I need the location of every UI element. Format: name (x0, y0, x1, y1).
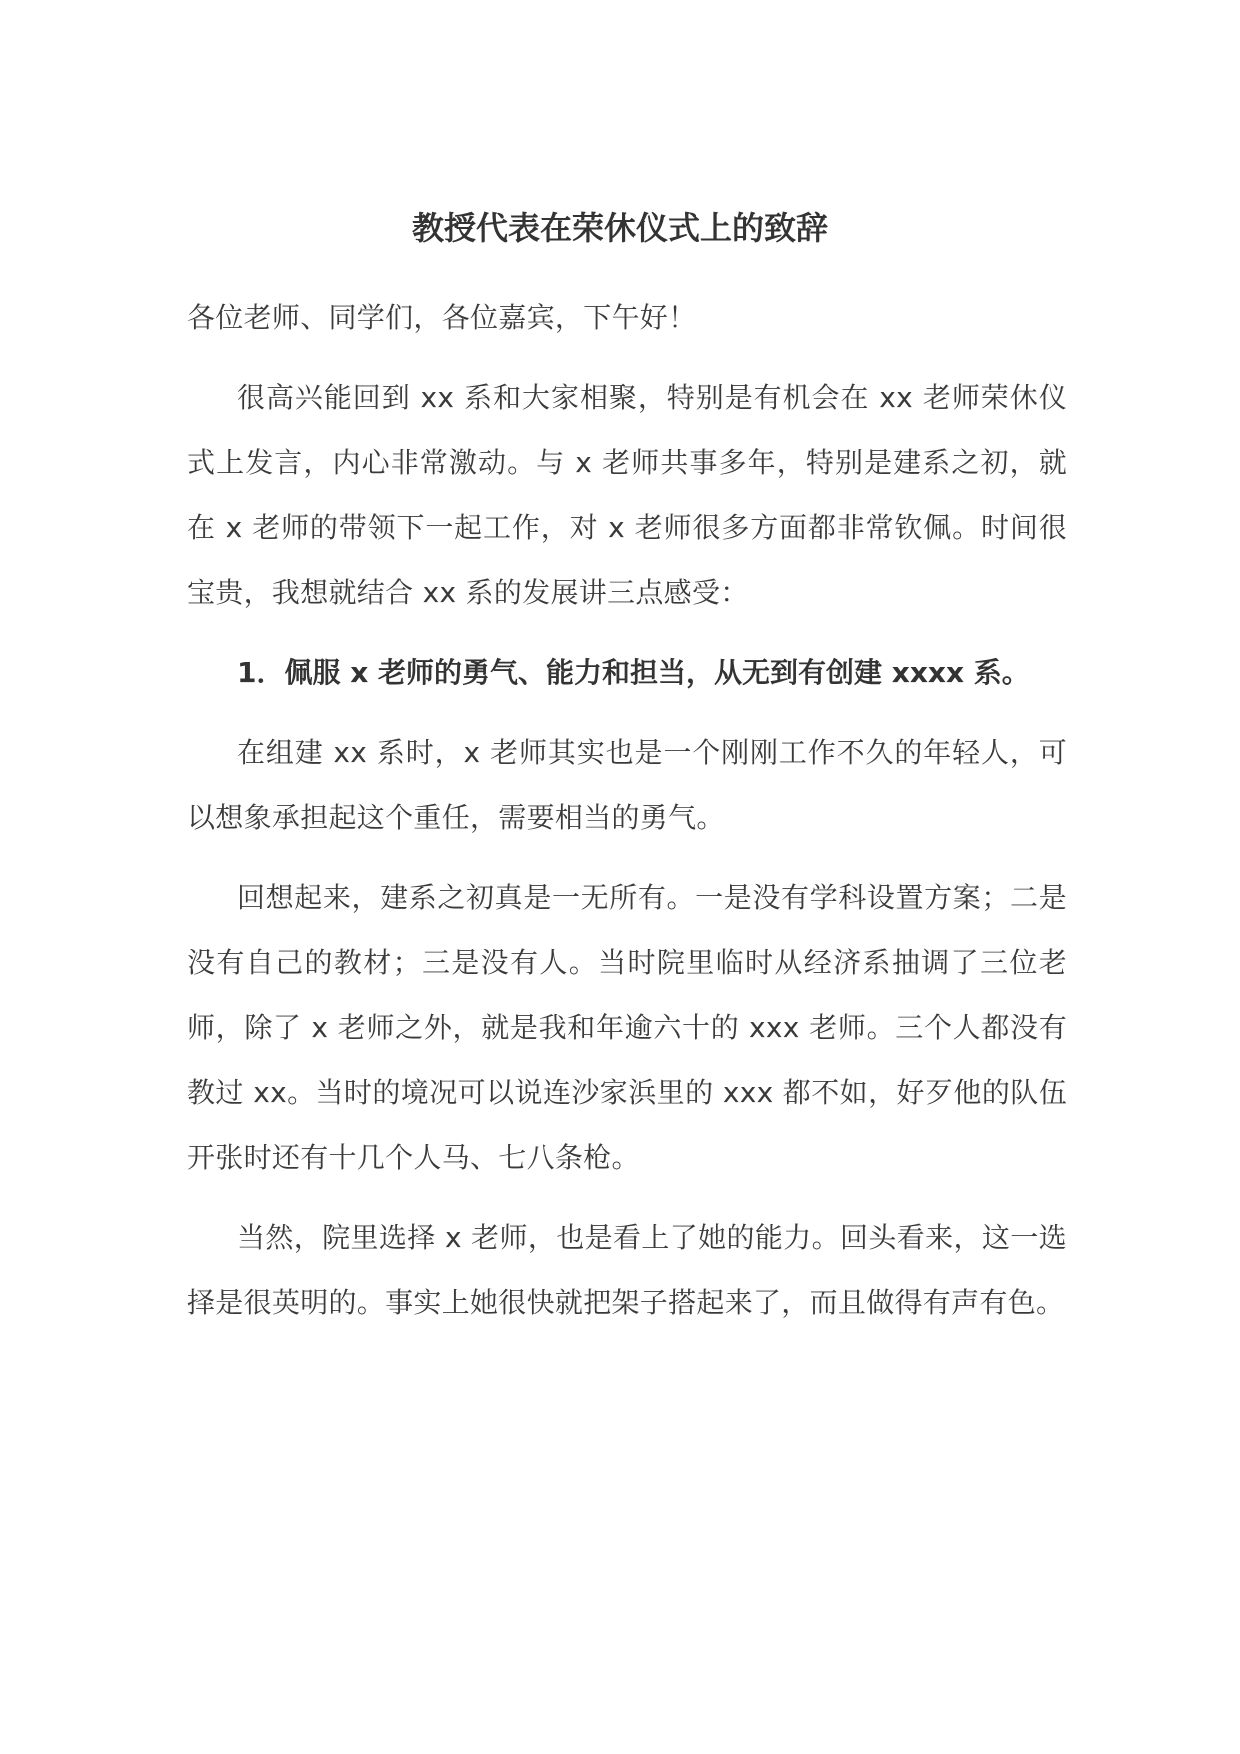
salutation: 各位老师、同学们，各位嘉宾，下午好！ (187, 301, 697, 334)
paragraph-ability: 当然，院里选择 x 老师，也是看上了她的能力。回头看来，这一选择是很英明的。事实上她很快就把架子搭起来了，而且做得有声有色。 (187, 1221, 1067, 1319)
section-heading-1: 1．佩服 x 老师的勇气、能力和担当，从无到有创建 xxxx 系。 (237, 656, 1030, 689)
document-title: 教授代表在荣休仪式上的致辞 (411, 209, 828, 247)
document-body (187, 285, 1067, 1335)
paragraph-early-days: 回想起来，建系之初真是一无所有。一是没有学科设置方案；二是没有自己的教材；三是没有人。当时院里临时从经济系抽调了三位老师，除了 x 老师之外，就是我和年逾六十的 xxx 老师。三个人都没有教过 xx。当时的境况可以说连沙家浜里的 xxx 都不如，好歹他的队伍开张时还有十几个人马、七八条枪。 (187, 881, 1067, 1174)
paragraph-courage: 在组建 xx 系时，x 老师其实也是一个刚刚工作不久的年轻人，可以想象承担起这个重任，需要相当的勇气。 (187, 736, 1067, 834)
paragraph-intro: 很高兴能回到 xx 系和大家相聚，特别是有机会在 xx 老师荣休仪式上发言，内心非常激动。与 x 老师共事多年，特别是建系之初，就在 x 老师的带领下一起工作，对 x 老师很多方面都非常钦佩。时间很宝贵，我想就结合 xx 系的发展讲三点感受： (187, 381, 1067, 609)
